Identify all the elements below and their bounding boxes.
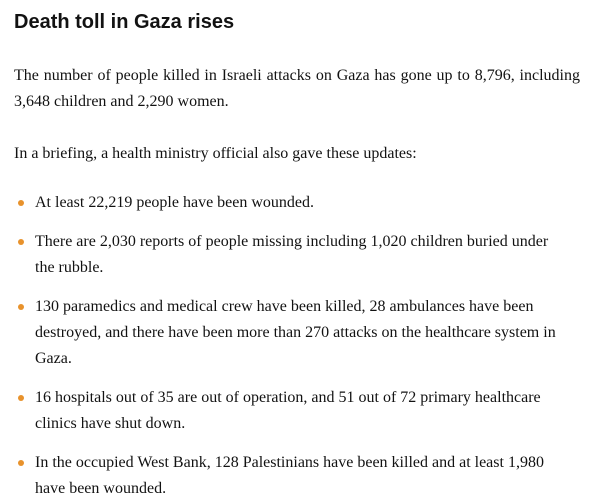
- list-item: [14, 190, 586, 216]
- list-item: [14, 450, 586, 502]
- bullet-dot-icon: [18, 460, 24, 466]
- list-item: [14, 385, 586, 437]
- list-item: [14, 229, 586, 281]
- list-item: [14, 294, 586, 372]
- list-item-text: 130 paramedics and medical crew have been killed, 28 ambulances have been destroyed, and there have been more than 270 attacks on the healthcare system in Gaza.: [35, 298, 556, 367]
- list-item-text: At least 22,219 people have been wounded.: [35, 194, 315, 211]
- bullet-dot-icon: [18, 395, 24, 401]
- list-item-text: In the occupied West Bank, 128 Palestinians have been killed and at least 1,980 have been wounded.: [35, 454, 544, 497]
- bullet-dot-icon: [18, 304, 24, 310]
- briefing-paragraph: In a briefing, a health ministry official also gave these updates:: [14, 145, 417, 162]
- bullet-dot-icon: [18, 200, 24, 206]
- article-headline: Death toll in Gaza rises: [14, 11, 235, 33]
- bullet-dot-icon: [18, 239, 24, 245]
- list-item-text: 16 hospitals out of 35 are out of operation, and 51 out of 72 primary healthcare clinics have shut down.: [35, 389, 541, 432]
- list-item-text: There are 2,030 reports of people missing including 1,020 children buried under the rubble.: [35, 233, 549, 276]
- intro-paragraph: The number of people killed in Israeli attacks on Gaza has gone up to 8,796, including 3,648 children and 2,290 women.: [14, 67, 580, 110]
